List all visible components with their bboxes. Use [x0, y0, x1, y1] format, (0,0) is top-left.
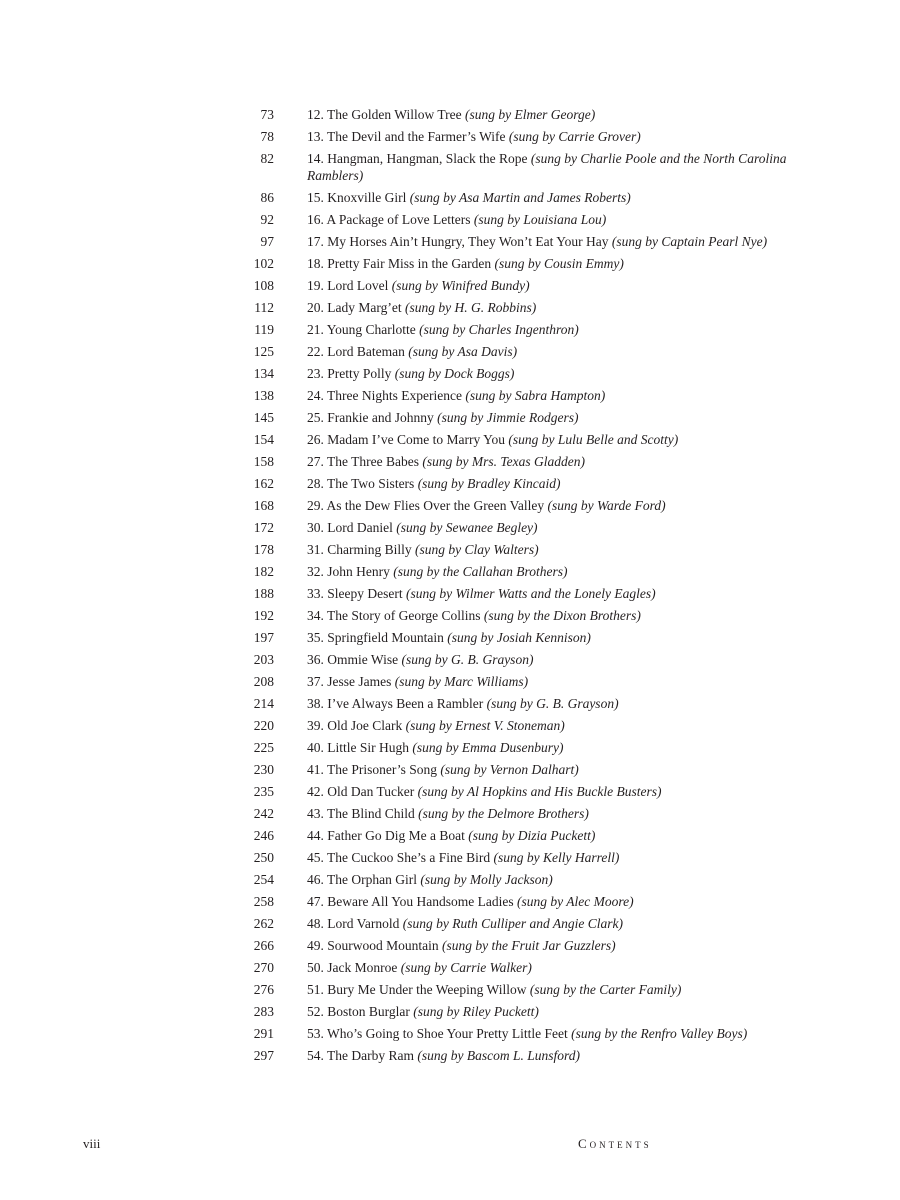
toc-entry: [0, 979, 900, 1001]
toc-page-number: 258: [253, 894, 274, 909]
song-performer: (sung by H. G. Robbins): [404, 300, 537, 315]
song-performer: (sung by Asa Davis): [408, 344, 518, 359]
toc-entry-text: [307, 563, 807, 580]
table-of-contents: [0, 104, 900, 1067]
song-performer: (sung by Wilmer Watts and the Lonely Eagles): [405, 586, 656, 601]
toc-entry-text: [307, 893, 807, 910]
toc-page-number: 73: [260, 107, 274, 122]
toc-page-number: 154: [253, 432, 274, 447]
toc-page-number: 276: [253, 982, 274, 997]
song-performer: (sung by the Carter Family): [529, 982, 682, 997]
toc-page-number: 250: [253, 850, 274, 865]
toc-page-number: 197: [253, 630, 274, 645]
toc-entry: [0, 385, 900, 407]
toc-entry-text: [307, 937, 807, 954]
toc-entry: [0, 671, 900, 693]
song-title: 53. Who’s Going to Shoe Your Pretty Little Feet: [307, 1026, 568, 1041]
song-title: 18. Pretty Fair Miss in the Garden: [307, 256, 492, 271]
song-title: 22. Lord Bateman: [307, 344, 405, 359]
toc-entry: [0, 209, 900, 231]
song-title: 44. Father Go Dig Me a Boat: [307, 828, 465, 843]
song-performer: (sung by Captain Pearl Nye): [611, 234, 768, 249]
toc-entry-text: [307, 106, 807, 123]
toc-entry: [0, 341, 900, 363]
toc-entry: [0, 913, 900, 935]
toc-entry: [0, 1045, 900, 1067]
toc-entry-text: [307, 827, 807, 844]
song-performer: (sung by the Delmore Brothers): [418, 806, 589, 821]
page-folio: viii: [83, 1136, 101, 1151]
toc-entry: [0, 825, 900, 847]
song-title: 52. Boston Burglar: [307, 1004, 410, 1019]
running-head: Contents: [578, 1136, 652, 1151]
song-performer: (sung by Clay Walters): [415, 542, 539, 557]
toc-page-number: 182: [253, 564, 274, 579]
toc-page-number: 214: [253, 696, 274, 711]
toc-entry-text: [307, 519, 807, 536]
song-performer: (sung by Ruth Culliper and Angie Clark): [402, 916, 623, 931]
toc-entry: [0, 715, 900, 737]
song-performer: (sung by the Renfro Valley Boys): [571, 1026, 748, 1041]
toc-entry-text: [307, 299, 807, 316]
toc-entry: [0, 1023, 900, 1045]
toc-entry: [0, 803, 900, 825]
toc-page-number: 145: [253, 410, 274, 425]
song-performer: (sung by the Fruit Jar Guzzlers): [442, 938, 616, 953]
toc-entry: [0, 891, 900, 913]
toc-page-number: 162: [253, 476, 274, 491]
song-performer: (sung by Sewanee Begley): [396, 520, 538, 535]
song-performer: (sung by the Callahan Brothers): [393, 564, 568, 579]
song-performer: (sung by Emma Dusenbury): [412, 740, 564, 755]
toc-entry: [0, 275, 900, 297]
toc-entry: [0, 957, 900, 979]
song-title: 16. A Package of Love Letters: [307, 212, 471, 227]
toc-page-number: 158: [253, 454, 274, 469]
song-performer: (sung by Sabra Hampton): [465, 388, 606, 403]
toc-entry: [0, 187, 900, 209]
song-performer: (sung by the Dixon Brothers): [483, 608, 641, 623]
toc-page-number: 203: [253, 652, 274, 667]
toc-entry: [0, 583, 900, 605]
toc-entry-text: [307, 695, 807, 712]
song-performer: (sung by Lulu Belle and Scotty): [508, 432, 679, 447]
toc-page-number: 262: [253, 916, 274, 931]
toc-page-number: 134: [253, 366, 274, 381]
toc-entry-text: [307, 453, 807, 470]
toc-page-number: 92: [260, 212, 274, 227]
song-title: 24. Three Nights Experience: [307, 388, 462, 403]
song-performer: (sung by Charles Ingenthron): [419, 322, 579, 337]
toc-page-number: 178: [253, 542, 274, 557]
song-title: 28. The Two Sisters: [307, 476, 415, 491]
toc-entry-text: [307, 409, 807, 426]
toc-entry-text: [307, 981, 807, 998]
song-performer: (sung by Bascom L. Lunsford): [417, 1048, 580, 1063]
toc-page-number: 246: [253, 828, 274, 843]
song-title: 25. Frankie and Johnny: [307, 410, 434, 425]
song-title: 20. Lady Marg’et: [307, 300, 402, 315]
toc-entry: [0, 781, 900, 803]
song-title: 31. Charming Billy: [307, 542, 412, 557]
toc-entry: [0, 231, 900, 253]
song-performer: (sung by Bradley Kincaid): [417, 476, 561, 491]
song-title: 21. Young Charlotte: [307, 322, 416, 337]
toc-page-number: 266: [253, 938, 274, 953]
song-performer: (sung by Josiah Kennison): [447, 630, 591, 645]
toc-page-number: 230: [253, 762, 274, 777]
song-title: 29. As the Dew Flies Over the Green Valley: [307, 498, 545, 513]
toc-page-number: 138: [253, 388, 274, 403]
song-performer: (sung by Alec Moore): [516, 894, 634, 909]
toc-entry: [0, 517, 900, 539]
toc-entry-text: [307, 651, 807, 668]
toc-page-number: 192: [253, 608, 274, 623]
toc-entry: [0, 759, 900, 781]
song-performer: (sung by Al Hopkins and His Buckle Busters): [417, 784, 662, 799]
toc-entry: [0, 495, 900, 517]
song-title: 39. Old Joe Clark: [307, 718, 403, 733]
toc-entry: [0, 104, 900, 126]
toc-page-number: 291: [253, 1026, 274, 1041]
song-performer: (sung by Kelly Harrell): [493, 850, 620, 865]
toc-entry-text: [307, 343, 807, 360]
toc-entry-text: [307, 915, 807, 932]
song-title: 38. I’ve Always Been a Rambler: [307, 696, 484, 711]
toc-entry-text: [307, 585, 807, 602]
toc-entry-text: [307, 849, 807, 866]
song-title: 23. Pretty Polly: [307, 366, 392, 381]
toc-page-number: 97: [260, 234, 274, 249]
song-title: 13. The Devil and the Farmer’s Wife: [307, 129, 506, 144]
song-title: 14. Hangman, Hangman, Slack the Rope: [307, 151, 528, 166]
toc-page-number: 283: [253, 1004, 274, 1019]
song-title: 37. Jesse James: [307, 674, 392, 689]
song-performer: (sung by Ernest V. Stoneman): [405, 718, 565, 733]
toc-entry: [0, 319, 900, 341]
song-performer: (sung by Marc Williams): [394, 674, 529, 689]
toc-entry-text: [307, 761, 807, 778]
toc-page-number: 119: [254, 322, 274, 337]
song-performer: (sung by Cousin Emmy): [494, 256, 624, 271]
toc-page-number: 108: [253, 278, 274, 293]
song-title: 26. Madam I’ve Come to Marry You: [307, 432, 505, 447]
toc-page-number: 78: [260, 129, 274, 144]
song-performer: (sung by Louisiana Lou): [473, 212, 607, 227]
song-performer: (sung by Molly Jackson): [420, 872, 553, 887]
toc-entry-text: [307, 1003, 807, 1020]
song-title: 34. The Story of George Collins: [307, 608, 481, 623]
song-performer: (sung by Warde Ford): [547, 498, 666, 513]
song-performer: (sung by Asa Martin and James Roberts): [409, 190, 631, 205]
toc-page-number: 125: [253, 344, 274, 359]
song-performer: (sung by Winifred Bundy): [391, 278, 530, 293]
song-title: 19. Lord Lovel: [307, 278, 389, 293]
toc-page-number: 220: [253, 718, 274, 733]
toc-entry-text: [307, 255, 807, 272]
toc-page-number: 225: [253, 740, 274, 755]
toc-page-number: 297: [253, 1048, 274, 1063]
song-performer: (sung by G. B. Grayson): [486, 696, 619, 711]
song-title: 42. Old Dan Tucker: [307, 784, 415, 799]
toc-entry: [0, 429, 900, 451]
toc-entry: [0, 407, 900, 429]
toc-entry: [0, 627, 900, 649]
song-title: 43. The Blind Child: [307, 806, 415, 821]
toc-entry-text: [307, 607, 807, 624]
toc-entry-text: [307, 365, 807, 382]
toc-entry-text: [307, 189, 807, 206]
toc-entry-text: [307, 871, 807, 888]
toc-entry: [0, 363, 900, 385]
song-performer: (sung by Dock Boggs): [394, 366, 515, 381]
toc-entry-text: [307, 475, 807, 492]
song-title: 51. Bury Me Under the Weeping Willow: [307, 982, 527, 997]
toc-entry-text: [307, 431, 807, 448]
song-title: 48. Lord Varnold: [307, 916, 400, 931]
song-performer: (sung by Mrs. Texas Gladden): [422, 454, 585, 469]
toc-page-number: 102: [253, 256, 274, 271]
song-performer: (sung by Jimmie Rodgers): [437, 410, 579, 425]
toc-entry-text: [307, 805, 807, 822]
song-title: 40. Little Sir Hugh: [307, 740, 409, 755]
toc-page-number: 172: [253, 520, 274, 535]
toc-entry-text: [307, 211, 807, 228]
toc-entry-text: [307, 739, 807, 756]
song-title: 35. Springfield Mountain: [307, 630, 444, 645]
toc-entry-text: [307, 629, 807, 646]
toc-page-number: 168: [253, 498, 274, 513]
toc-entry-text: [307, 128, 807, 145]
toc-page-number: 112: [254, 300, 274, 315]
toc-entry-text: [307, 1047, 807, 1064]
song-title: 33. Sleepy Desert: [307, 586, 403, 601]
song-title: 50. Jack Monroe: [307, 960, 398, 975]
song-title: 17. My Horses Ain’t Hungry, They Won’t Eat Your Hay: [307, 234, 609, 249]
toc-entry: [0, 869, 900, 891]
toc-page-number: 82: [260, 151, 274, 166]
song-title: 12. The Golden Willow Tree: [307, 107, 462, 122]
song-title: 27. The Three Babes: [307, 454, 419, 469]
song-title: 15. Knoxville Girl: [307, 190, 407, 205]
toc-page-number: 208: [253, 674, 274, 689]
song-title: 46. The Orphan Girl: [307, 872, 417, 887]
song-performer: (sung by Dizia Puckett): [468, 828, 596, 843]
toc-entry: [0, 473, 900, 495]
song-title: 41. The Prisoner’s Song: [307, 762, 438, 777]
toc-page-number: 242: [253, 806, 274, 821]
toc-entry-text: [307, 497, 807, 514]
song-performer: (sung by Charlie Poole and the North Carolina Ramblers): [307, 151, 787, 183]
song-title: 47. Beware All You Handsome Ladies: [307, 894, 514, 909]
toc-entry-text: [307, 150, 807, 184]
toc-entry: [0, 451, 900, 473]
toc-entry: [0, 847, 900, 869]
toc-page-number: 188: [253, 586, 274, 601]
toc-page-number: 254: [253, 872, 274, 887]
toc-entry: [0, 253, 900, 275]
song-title: 54. The Darby Ram: [307, 1048, 414, 1063]
song-performer: (sung by Riley Puckett): [413, 1004, 539, 1019]
toc-entry: [0, 126, 900, 148]
toc-entry-text: [307, 717, 807, 734]
toc-entry: [0, 693, 900, 715]
toc-entry-text: [307, 277, 807, 294]
song-performer: (sung by Elmer George): [464, 107, 596, 122]
toc-entry: [0, 605, 900, 627]
song-performer: (sung by G. B. Grayson): [401, 652, 534, 667]
toc-entry-text: [307, 673, 807, 690]
toc-entry-text: [307, 959, 807, 976]
toc-entry-text: [307, 387, 807, 404]
song-performer: (sung by Vernon Dalhart): [440, 762, 579, 777]
song-title: 49. Sourwood Mountain: [307, 938, 439, 953]
toc-entry-text: [307, 783, 807, 800]
toc-entry: [0, 297, 900, 319]
toc-entry: [0, 935, 900, 957]
song-title: 36. Ommie Wise: [307, 652, 399, 667]
toc-page-number: 270: [253, 960, 274, 975]
toc-entry: [0, 737, 900, 759]
toc-page-number: 235: [253, 784, 274, 799]
song-performer: (sung by Carrie Grover): [508, 129, 641, 144]
toc-entry-text: [307, 541, 807, 558]
toc-page-number: 86: [260, 190, 274, 205]
toc-entry-text: [307, 1025, 807, 1042]
toc-entry-text: [307, 321, 807, 338]
toc-entry-text: [307, 233, 807, 250]
toc-entry: [0, 649, 900, 671]
toc-entry: [0, 148, 900, 187]
toc-entry: [0, 1001, 900, 1023]
toc-entry: [0, 539, 900, 561]
song-title: 30. Lord Daniel: [307, 520, 393, 535]
song-title: 45. The Cuckoo She’s a Fine Bird: [307, 850, 491, 865]
song-title: 32. John Henry: [307, 564, 390, 579]
toc-entry: [0, 561, 900, 583]
song-performer: (sung by Carrie Walker): [400, 960, 532, 975]
